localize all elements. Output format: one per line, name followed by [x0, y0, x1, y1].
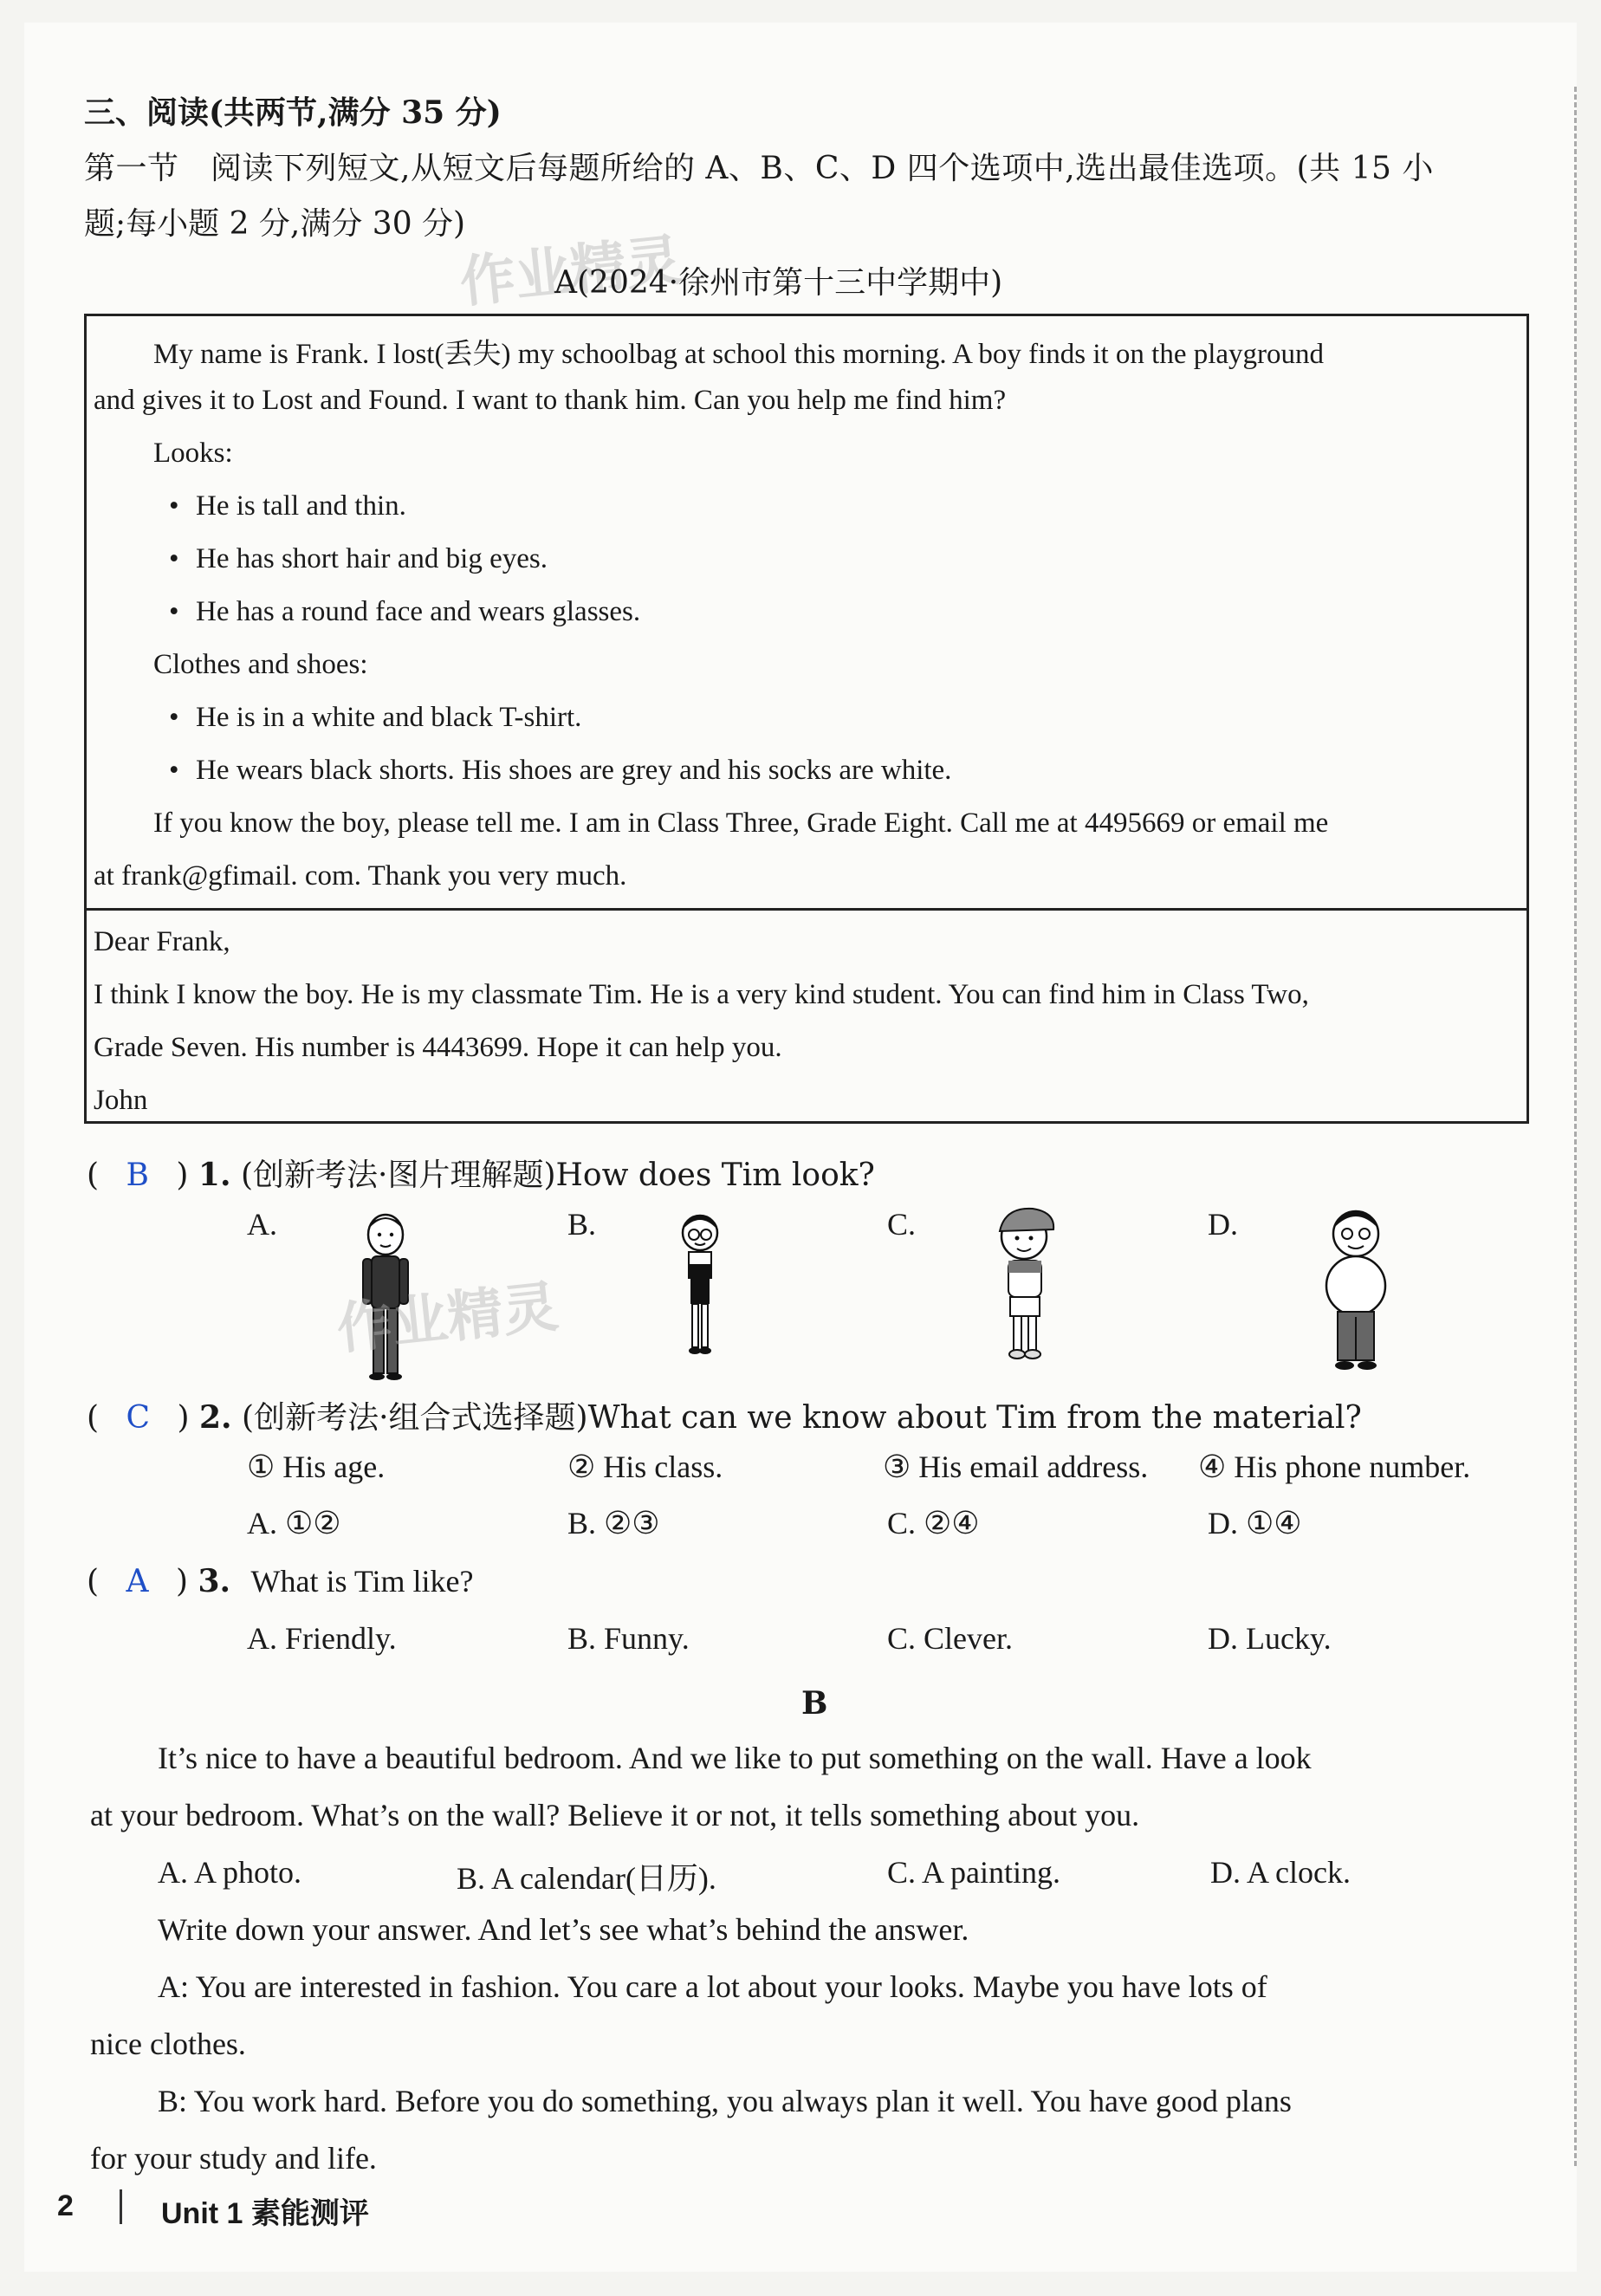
passage-a-line: and gives it to Lost and Found. I want to thank him. Can you help me find him?: [94, 385, 1007, 416]
question-3-answer: A: [126, 1564, 149, 1599]
passage-a-line: at frank@gfimail. com. Thank you very much.: [94, 860, 627, 892]
passage-b-option-a: A. A photo.: [158, 1855, 302, 1890]
option-b: B. Funny.: [567, 1621, 690, 1656]
passage-b-option-c: C. A painting.: [887, 1855, 1061, 1890]
item-4: ④ His phone number.: [1198, 1450, 1471, 1484]
question-1-answer: B: [126, 1158, 149, 1193]
option-d: D. Lucky.: [1208, 1621, 1332, 1656]
question-2-text: (创新考法·组合式选择题)What can we know about Tim from the material?: [242, 1400, 1362, 1436]
boy-d-illustration: [1308, 1204, 1403, 1378]
passage-b-option-b: B. A calendar(日历).: [457, 1861, 716, 1896]
passage-b-line: nice clothes.: [90, 2027, 246, 2061]
reply-line: Grade Seven. His number is 4443699. Hope it can help you.: [94, 1032, 782, 1063]
question-3-bracket: ( A ) 3. What is Tim like?: [87, 1563, 474, 1599]
question-3-text: What is Tim like?: [250, 1564, 474, 1599]
instruction-line-2: 题;每小题 2 分,满分 30 分): [84, 206, 466, 242]
bullet: •: [169, 596, 179, 627]
passage-b-line: B: You work hard. Before you do something, you always plan it well. You have good plans: [158, 2084, 1292, 2118]
passage-b-line: at your bedroom. What’s on the wall? Believe it or not, it tells something about you.: [90, 1798, 1140, 1832]
passage-b-heading: B: [801, 1685, 828, 1722]
option-c-label: C.: [887, 1207, 917, 1242]
option-c: C. Clever.: [887, 1621, 1013, 1656]
bullet: •: [169, 702, 179, 733]
question-3-number: 3.: [198, 1563, 231, 1599]
looks-item: He is tall and thin.: [196, 490, 406, 522]
item-2: ② His class.: [567, 1450, 723, 1484]
watermark-1: 作业精灵: [457, 228, 684, 316]
option-a: A. ①②: [247, 1506, 341, 1540]
passage-b-line: A: You are interested in fashion. You care a lot about your looks. Maybe you have lots of: [158, 1969, 1267, 2004]
box-divider: [87, 908, 1526, 911]
looks-label: Looks:: [153, 438, 233, 469]
watermark-2: 作业精灵: [334, 1274, 561, 1363]
bullet: •: [169, 755, 179, 786]
margin-dashed-line: [1574, 87, 1577, 2166]
item-3: ③ His email address.: [883, 1450, 1149, 1484]
looks-item: He has a round face and wears glasses.: [196, 596, 641, 627]
passage-a-line: If you know the boy, please tell me. I am in Class Three, Grade Eight. Call me at 4495669 or email me: [153, 807, 1329, 839]
question-2-number: 2.: [199, 1399, 232, 1436]
item-1: ① His age.: [247, 1450, 386, 1484]
passage-b-line: It’s nice to have a beautiful bedroom. And we like to put something on the wall. Have a look: [158, 1741, 1312, 1775]
section-title: 三、阅读(共两节,满分 35 分): [84, 94, 502, 131]
option-b: B. ②③: [567, 1506, 660, 1540]
footer-separator: [120, 2189, 122, 2224]
question-2-answer: C: [126, 1400, 151, 1436]
reply-signature: John: [94, 1085, 148, 1116]
bullet: •: [169, 490, 179, 522]
looks-item: He has short hair and big eyes.: [196, 543, 548, 574]
passage-b-line: Write down your answer. And let’s see what’s behind the answer.: [158, 1912, 969, 1947]
question-1-text: (创新考法·图片理解题)How does Tim look?: [240, 1158, 875, 1193]
passage-b-line: for your study and life.: [90, 2141, 377, 2176]
passage-a-heading: A(2024·徐州市第十三中学期中): [554, 265, 1003, 301]
reply-line: I think I know the boy. He is my classmate Tim. He is a very kind student. You can find him in Class Two,: [94, 979, 1309, 1010]
bullet: •: [169, 543, 179, 574]
option-b-label: B.: [567, 1207, 597, 1242]
passage-b-option-d: D. A clock.: [1210, 1855, 1351, 1890]
passage-a-line: My name is Frank. I lost(丢失) my schoolbag at school this morning. A boy finds it on the playground: [153, 339, 1325, 370]
question-1-number: 1.: [198, 1157, 231, 1193]
option-c: C. ②④: [887, 1506, 980, 1540]
clothes-item: He wears black shorts. His shoes are grey and his socks are white.: [196, 755, 952, 786]
boy-b-illustration: [670, 1209, 730, 1365]
option-d: D. ①④: [1208, 1506, 1302, 1540]
option-d-label: D.: [1208, 1207, 1238, 1242]
question-2-bracket: ( C ) 2. (创新考法·组合式选择题)What can we know about Tim from the material?: [87, 1399, 1362, 1436]
option-a: A. Friendly.: [247, 1621, 397, 1656]
option-a-label: A.: [247, 1207, 277, 1242]
question-1-bracket: ( B ) 1. (创新考法·图片理解题)How does Tim look?: [87, 1157, 875, 1193]
reply-greeting: Dear Frank,: [94, 926, 230, 957]
page-number: 2: [57, 2189, 74, 2222]
clothes-label: Clothes and shoes:: [153, 649, 368, 680]
boy-c-illustration: [979, 1200, 1074, 1365]
clothes-item: He is in a white and black T-shirt.: [196, 702, 582, 733]
footer-title: Unit 1 素能测评: [161, 2197, 369, 2230]
instruction-line-1: 第一节 阅读下列短文,从短文后每题所给的 A、B、C、D 四个选项中,选出最佳选项。(共 15 小: [84, 151, 1434, 186]
